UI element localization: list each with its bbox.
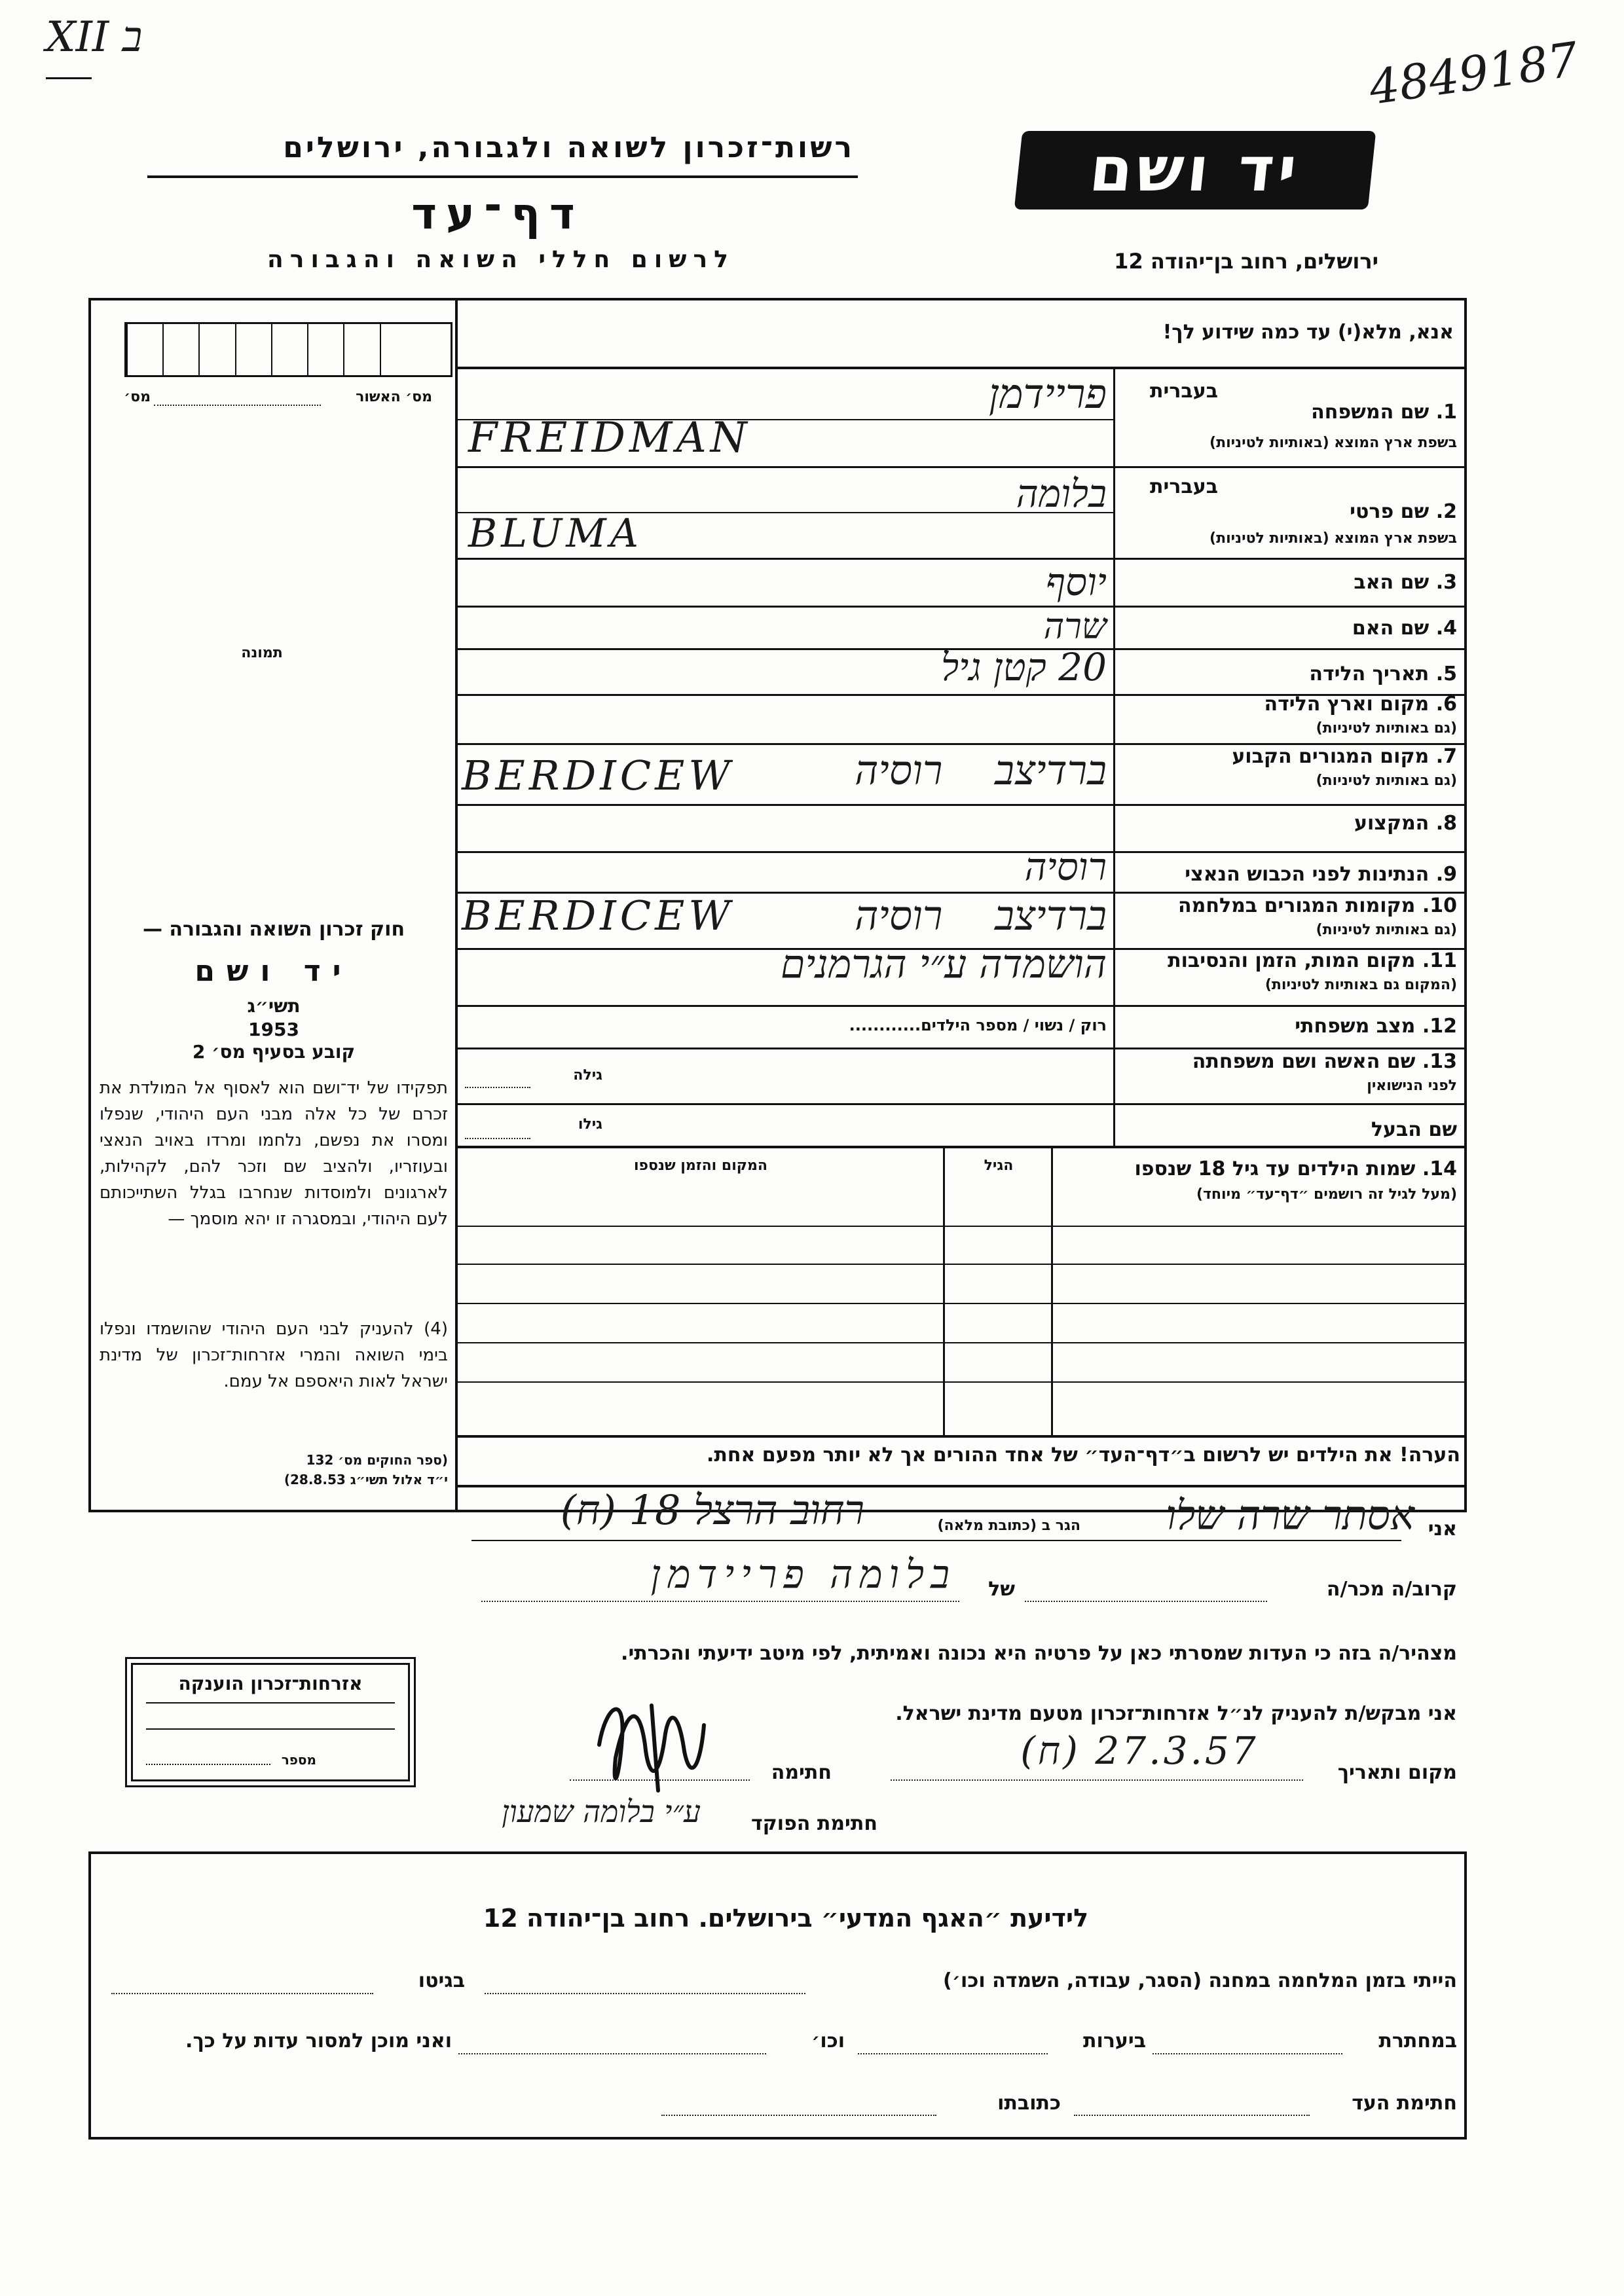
place-date-label: מקום ותאריך (1337, 1761, 1457, 1784)
field-1-hebrew-value[interactable]: פריידמן (988, 370, 1107, 418)
law-text: תפקידו של יד־ושם הוא לאסוף אל המולדת את זכרם של כל אלה מבני העם היהודי, שנפלו ומסרו את נפשם, נלחמו ומרדו באויב הנאצי ובעוזריו, ולהציב שם וזכר להם, לקהילות, לארגונים ולמוסדות שנחרבו בגלל השתייכותם לעם היהודי, ובמסגרה זו יהא מוסמך — (100, 1078, 448, 1229)
children-note: הערה! את הילדים יש לרשום ב״דף־העד״ של אחד ההורים אך לא יותר מפעם אחת. (707, 1444, 1460, 1467)
yad-vashem-logo (1014, 131, 1376, 210)
citizenship-title: אזרחות־זכרון הוענקה (178, 1673, 363, 1694)
declarant-name[interactable]: אסתר שרה שלו (1166, 1491, 1414, 1539)
children-place-header: המקום והזמן שנספו (634, 1157, 767, 1174)
field-7-latin-value[interactable]: BERDICEW (462, 752, 735, 799)
citizenship-number-label: מספר (281, 1752, 316, 1768)
officer-label: חתימת הפוקד (751, 1812, 877, 1835)
field-7-sub: (גם באותיות לטיניות) (1316, 773, 1457, 789)
law-clause: קובע בסעיף מס׳ 2 (192, 1041, 356, 1063)
declarant-residing-label: הגר ב (כתובת מלאה) (937, 1518, 1080, 1534)
husband-label: שם הבעל (1371, 1118, 1457, 1141)
field-13-age-label: גילה (573, 1067, 602, 1084)
field-1-sub: בשפת ארץ המוצא (באותיות לטיניות) (1209, 435, 1457, 451)
declarant-address[interactable]: רחוב הרצל 18 (ח) (560, 1486, 864, 1534)
header-rule (147, 175, 858, 178)
children-sub: (מעל לגיל זה רושמים ״דף־עד״ מיוחד) (1196, 1186, 1457, 1203)
field-9-label: 9. הנתינות לפני הכבוש הנאצי (1185, 863, 1457, 886)
field-3-label: 3. שם האב (1354, 571, 1457, 594)
footer-line1-a: הייתי בזמן המלחמה במחנה (הסגר, עבודה, השמדה וכו׳) (943, 1969, 1457, 1992)
form-title: דף־עד (411, 189, 584, 239)
law-text-2: (4) להעניק לבני העם היהודי שהושמדו ונפלו בימי השואה והמרי אזרחות־זכרון של מדינת ישראל לאות היאספם אל עמם. (100, 1319, 448, 1391)
approval-digit-boxes (124, 322, 452, 377)
footer-line2-a: במחתרת (1378, 2030, 1457, 2052)
field-5-label: 5. תאריך הלידה (1309, 663, 1457, 685)
field-12-value[interactable]: רוק / נשוי / מספר הילדים............ (849, 1016, 1107, 1034)
field-8-label: 8. המקצוע (1354, 812, 1457, 835)
footer-line3-b: כתובתו (997, 2092, 1061, 2115)
declarant-i-label: אני (1428, 1518, 1457, 1540)
field-5-value[interactable]: 20 קטן גיל (940, 645, 1107, 689)
label-column-divider (1113, 367, 1115, 1146)
law-year-he: תשי״ג (247, 995, 301, 1017)
institution-name: רשות־זכרון לשואה ולגבורה, ירושלים (283, 131, 855, 164)
form-instructions: אנא, מלא(י) עד כמה שידוע לך! (1162, 321, 1454, 344)
footer-frame (88, 1851, 1467, 2140)
field-6-label: 6. מקום וארץ הלידה (1264, 693, 1457, 716)
law-yad-vashem: יד ושם (194, 955, 353, 988)
request-text: אני מבקש/ת להעניק לנ״ל אזרחות־זכרון מטעם מדינת ישראל. (895, 1702, 1457, 1725)
field-2-hebrew-tag: בעברית (1150, 475, 1218, 498)
of-value[interactable]: בלומה פריידמן (650, 1552, 956, 1597)
approval-no-label: מס׳ (124, 389, 151, 405)
field-2-latin-value[interactable]: BLUMA (468, 511, 642, 556)
field-11-sub: (המקום גם באותיות לטיניות) (1264, 977, 1457, 993)
field-2-sub: בשפת ארץ המוצא (באותיות לטיניות) (1209, 530, 1457, 547)
field-1-hebrew-tag: בעברית (1150, 380, 1218, 403)
footer-line3-a: חתימת העד (1352, 2092, 1457, 2115)
footer-title: לידיעת ״האגף המדעי״ בירושלים. רחוב בן־יהודה 12 (483, 1904, 1089, 1933)
field-2-hebrew-value[interactable]: בלומה (1016, 471, 1107, 516)
husband-age-label: גילו (578, 1116, 602, 1133)
field-2-label: 2. שם פרטי (1350, 500, 1457, 523)
field-1-latin-value[interactable]: FREIDMAN (468, 414, 751, 462)
photo-label: תמונה (241, 645, 283, 661)
field-1-label: 1. שם המשפחה (1311, 401, 1457, 424)
instructions-rule (456, 367, 1465, 369)
field-6-sub: (גם באותיות לטיניות) (1316, 720, 1457, 737)
law-source-2: י״ד אלול תשי״ג 28.8.53) (284, 1472, 448, 1487)
of-label: של (988, 1578, 1015, 1601)
field-10-hebrew-value[interactable]: ברדיצב רוסיה (855, 892, 1107, 939)
field-4-label: 4. שם האם (1352, 617, 1457, 640)
relative-label: קרוב/ה מכר/ה (1326, 1578, 1457, 1601)
archive-number: 4849187 (1365, 31, 1581, 115)
place-date-value[interactable]: (ח) 27.3.57 (1020, 1728, 1259, 1773)
footer-line2-c: וכו׳ (811, 2030, 845, 2052)
citizenship-box (131, 1663, 410, 1781)
declarant-signature (586, 1686, 743, 1797)
children-age-header: הגיל (984, 1157, 1014, 1174)
footer-line2-b: ביערות (1083, 2030, 1146, 2052)
field-12-label: 12. מצב משפחתי (1295, 1015, 1457, 1038)
field-11-value[interactable]: הושמדה ע״י הגרמנים (781, 941, 1107, 987)
field-13-sub: לפני הנישואין (1367, 1078, 1457, 1094)
officer-value[interactable]: ע״י בלומה שמעון (502, 1794, 701, 1829)
header-address: ירושלים, רחוב בן־יהודה 12 (1114, 249, 1378, 274)
signature-label: חתימה (771, 1761, 832, 1784)
field-9-value[interactable]: רוסיה (1024, 845, 1107, 889)
left-column-divider (455, 299, 458, 1510)
logo-text: יד ושם (1086, 134, 1304, 206)
approval-label: מס׳ האשור (356, 389, 432, 405)
corner-note: XII ב (46, 13, 143, 62)
footer-line2-d: ואני מוכן למסור עדות על כך. (185, 2030, 452, 2052)
field-3-value[interactable]: יוסף (1045, 560, 1107, 604)
field-11-label: 11. מקום המות, הזמן והנסיבות (1168, 949, 1457, 972)
field-7-hebrew-value[interactable]: ברדיצב רוסיה (855, 746, 1107, 794)
form-purpose: לרשום חללי השואה והגבורה (267, 246, 735, 273)
field-13-label: 13. שם האשה ושם משפחתה (1192, 1050, 1457, 1073)
law-title: חוק זכרון השואה והגבורה — (142, 918, 405, 941)
approval-dots (154, 405, 321, 406)
field-10-label: 10. מקומות המגורים במלחמה (1178, 894, 1457, 917)
field-4-value[interactable]: שרה (1043, 606, 1107, 647)
footer-line1-b: בגיטו (418, 1969, 465, 1992)
field-7-label: 7. מקום המגורים הקבוע (1232, 745, 1457, 768)
declaration-text: מצהיר/ה בזה כי העדות שמסרתי כאן על פרטיה היא נכונה ואמיתית, לפי מיטב ידיעתי והכרתי. (621, 1642, 1457, 1665)
corner-underline (46, 77, 92, 79)
field-10-latin-value[interactable]: BERDICEW (462, 892, 735, 939)
law-source: (ספר החוקים מס׳ 132 (306, 1452, 448, 1468)
children-label: 14. שמות הילדים עד גיל 18 שנספו (1134, 1157, 1457, 1180)
law-year: 1953 (248, 1019, 299, 1040)
field-10-sub: (גם באותיות לטיניות) (1316, 922, 1457, 938)
